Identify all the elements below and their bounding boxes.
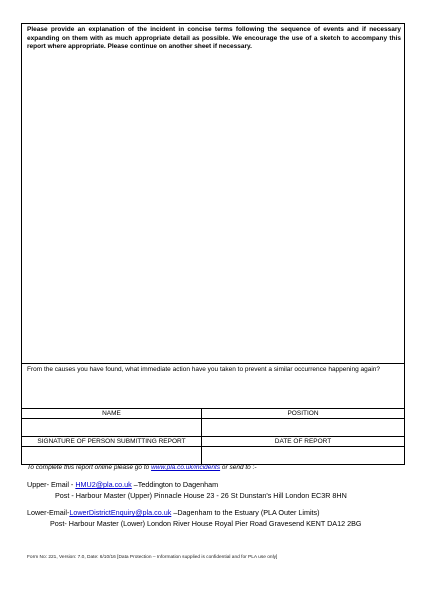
preventive-action-question: From the causes you have found, what immediate action have you taken to prevent a similar occurrence happening again? <box>27 366 381 373</box>
lower-area: –Dagenham to the Estuary (PLA Outer Limits) <box>171 508 320 517</box>
incident-explanation-box[interactable] <box>21 23 405 364</box>
signature-field[interactable] <box>22 447 202 465</box>
signature-table <box>21 408 405 465</box>
name-header: NAME <box>22 409 202 419</box>
upper-post-line: Post - Harbour Master (Upper) Pinnacle House 23 - 26 St Dunstan's Hill London EC3R 8HN <box>55 491 347 500</box>
lower-email-link[interactable]: LowerDistrictEnquiry@pla.co.uk <box>69 508 172 517</box>
lower-post-line: Post- Harbour Master (Lower) London River House Royal Pier Road Gravesend KENT DA12 2BG <box>50 519 362 528</box>
date-field[interactable] <box>202 447 405 465</box>
upper-email-link[interactable]: HMU2@pla.co.uk <box>75 480 132 489</box>
upper-area: –Teddington to Dagenham <box>131 480 219 489</box>
upper-label: Upper- Email - <box>27 480 76 489</box>
online-note <box>27 464 257 471</box>
upper-email-line <box>27 480 218 489</box>
date-header: DATE OF REPORT <box>202 437 405 447</box>
online-note-prefix: To complete this report online please go to <box>27 464 152 471</box>
lower-label: Lower-Email- <box>27 508 70 517</box>
signature-header: SIGNATURE OF PERSON SUBMITTING REPORT <box>22 437 202 447</box>
explanation-instructions: Please provide an explanation of the incident in concise terms following the sequence of events and if necessary expanding on them with as much appropriate detail as possible. We encourage the use of a sketch to accompany this report where appropriate. Please continue on another sheet if necessary. <box>27 26 401 50</box>
position-field[interactable] <box>202 419 405 437</box>
incidents-link[interactable]: www.pla.co.uk/incidents <box>151 464 221 471</box>
name-field[interactable] <box>22 419 202 437</box>
form-footer: Form No: 221, Version: 7.0, Date: 6/10/16 [Data Protection – Information supplied is confidential and for PLA use only] <box>27 555 278 560</box>
online-note-suffix: or send to :- <box>220 464 257 471</box>
lower-email-line <box>27 508 320 517</box>
position-header: POSITION <box>202 409 405 419</box>
